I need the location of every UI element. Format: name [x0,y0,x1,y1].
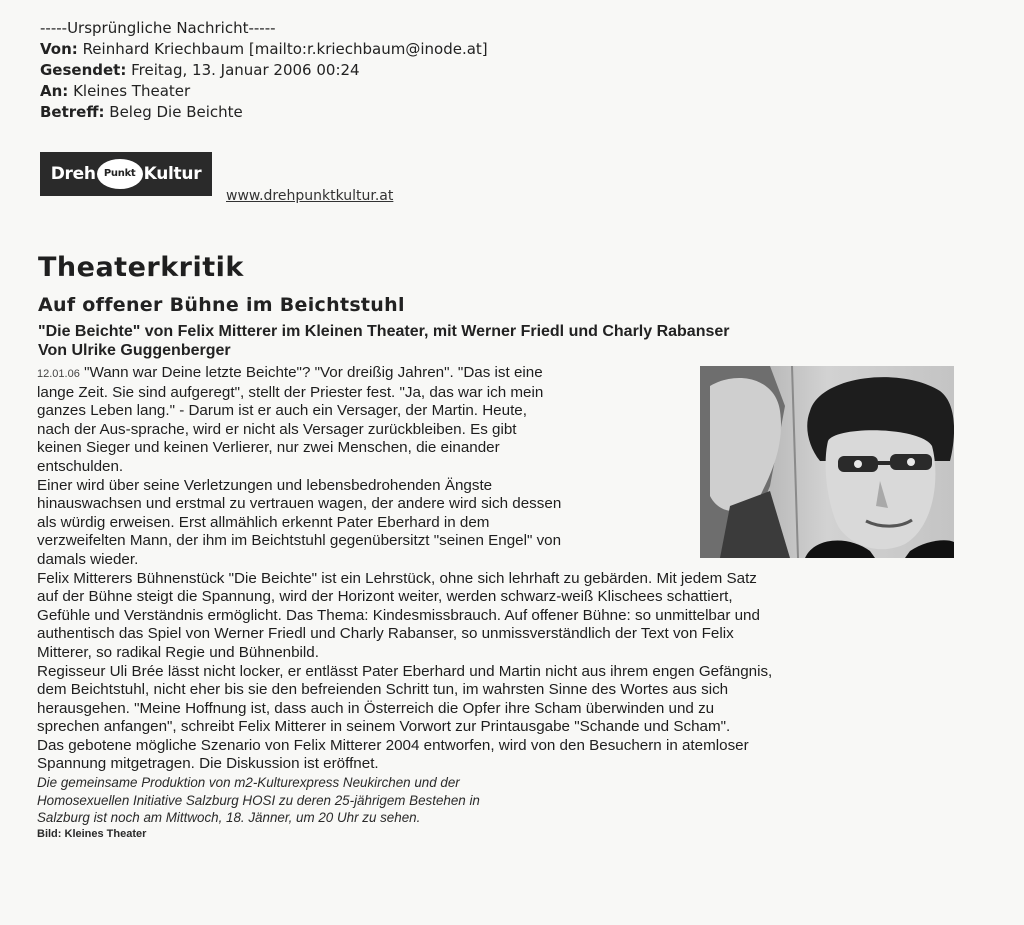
site-link[interactable]: www.drehpunktkultur.at [226,188,394,204]
email-from-label: Von: [40,40,78,58]
article-line: auf der Bühne steigt die Spannung, wird der Horizont weiter, werden schwarz-weiß Klischees schattiert, [37,588,733,606]
article-line: Felix Mitterers Bühnenstück "Die Beichte" ist ein Lehrstück, ohne sich lehrhaft zu gebärden. Mit jedem Satz [37,569,757,587]
email-sent-value: Freitag, 13. Januar 2006 00:24 [131,61,360,79]
article-date: 12.01.06 [37,368,80,380]
article-line: authentisch das Spiel von Werner Friedl und Charly Rabanser, so unmissverständlich der Text von Felix [37,625,734,643]
article-line: Regisseur Uli Brée lässt nicht locker, er entlässt Pater Eberhard und Martin nicht aus ihrem engen Gefängnis, [37,662,773,680]
article-line: damals wieder. [37,550,139,568]
article-line: als würdig erweisen. Erst allmählich erkennt Pater Eberhard in dem [37,513,490,531]
drehpunktkultur-logo [40,152,212,196]
article-line: Das gebotene mögliche Szenario von Felix Mitterer 2004 entworfen, wird von den Besuchern in atemloser [37,736,749,754]
article-line: hinauswachsen und erstmal zu vertrauen wagen, der andere wird sich dessen [37,495,562,513]
logo-text-right: Kultur [143,164,202,184]
email-to-row [40,81,488,102]
production-note-line: Salzburg ist noch am Mittwoch, 18. Jänner, um 20 Uhr zu sehen. [37,810,421,826]
article-line: 12.01.06 "Wann war Deine letzte Beichte"? "Vor dreißig Jahren". "Das ist eine [37,364,543,381]
email-to-value: Kleines Theater [73,82,191,100]
email-sent-row [40,60,488,81]
email-subject-row [40,102,488,123]
article-headline: Auf offener Bühne im Beichtstuhl [38,294,405,316]
article-author: Von Ulrike Guggenberger [38,342,231,359]
email-sent-label: Gesendet: [40,61,127,79]
production-note-line: Die gemeinsame Produktion von m2-Kulturexpress Neukirchen und der [37,775,460,791]
article-line: sprechen anfangen", schreibt Felix Mitterer in seinem Vorwort zur Printausgabe "Schande und Scham". [37,718,731,736]
category-heading: Theaterkritik [38,252,244,283]
article-line: lange Zeit. Sie sind aufgeregt", stellt der Priester fest. "Ja, das war ich mein [37,383,544,401]
email-from-value: Reinhard Kriechbaum [mailto:r.kriechbaum@inode.at] [82,40,488,58]
email-subject-value: Beleg Die Beichte [109,103,243,121]
article-subheadline: "Die Beichte" von Felix Mitterer im Kleinen Theater, mit Werner Friedl und Charly Rabanser [38,323,730,340]
article-line: ganzes Leben lang." - Darum ist er auch ein Versager, der Martin. Heute, [37,402,527,420]
article-line: nach der Aus-sprache, wird er nicht als Versager zurückbleiben. Es gibt [37,420,517,438]
email-subject-label: Betreff: [40,103,105,121]
article-line: verzweifelten Mann, der ihm im Beichtstuhl gegenübersitzt "seinen Engel" von [37,532,562,550]
photo-credit: Bild: Kleines Theater [37,827,147,840]
email-to-label: An: [40,82,69,100]
email-from-row [40,39,488,60]
article-line: Einer wird über seine Verletzungen und lebensbedrohenden Ängste [37,476,493,494]
logo-text-left: Dreh [50,164,96,184]
article-line: Mitterer, so radikal Regie und Bühnenbild. [37,643,319,661]
email-header [40,18,488,123]
article-line: keinen Sieger und keinen Verlierer, nur zwei Menschen, die einander [37,439,500,457]
article-line: entschulden. [37,457,124,475]
logo-text-middle: Punkt [97,159,143,189]
production-note-line: Homosexuellen Initiative Salzburg HOSI zu deren 25-jährigem Bestehen in [37,792,480,808]
article-line: Spannung mitgetragen. Die Diskussion ist eröffnet. [37,755,379,773]
article-line: Gefühle und Verständnis ermöglicht. Das Thema: Kindesmissbrauch. Auf offener Bühne: so unmittelbar und [37,606,760,624]
article-line: dem Beichtstuhl, nicht eher bis sie den befreienden Schritt tun, im wahrsten Sinne des Wortes aus sich [37,681,729,699]
article-body [37,364,947,841]
article-line: herausgehen. "Meine Hoffnung ist, dass auch in Österreich die Opfer ihre Scham überwinden und zu [37,699,715,717]
email-separator: -----Ursprüngliche Nachricht----- [40,19,276,37]
